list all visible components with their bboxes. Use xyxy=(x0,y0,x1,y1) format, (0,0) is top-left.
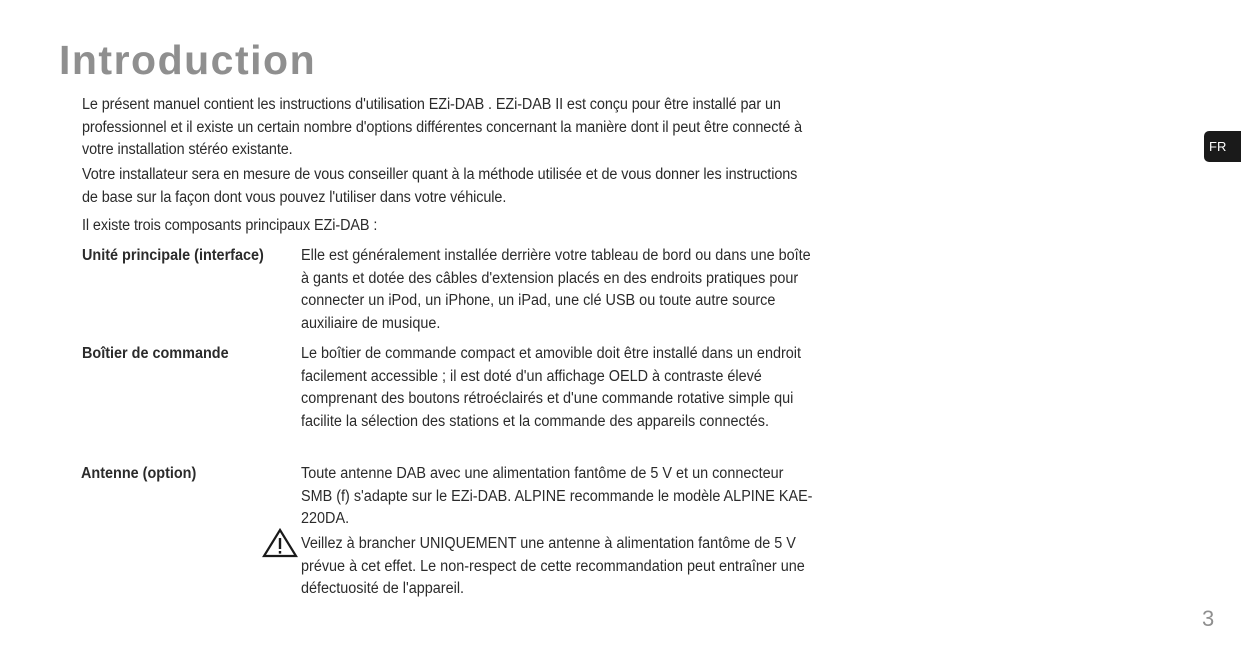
warning-text: Veillez à brancher UNIQUEMENT une antenne à alimentation fantôme de 5 V prévue à cet effet. Le non-respect de cette recommandation peut entraîner une défectuosité de l'appareil. xyxy=(301,535,805,598)
page-number: 3 xyxy=(1202,606,1215,631)
page-title: Introduction xyxy=(59,37,317,83)
intro-paragraph-1: Le présent manuel contient les instructions d'utilisation EZi-DAB . EZi-DAB II est conçu pour être installé par un professionnel et il existe un certain nombre d'options différentes concernant la manière dont il peut être connecté à votre installation stéréo existante. xyxy=(82,96,803,159)
component-description-main-unit: Elle est généralement installée derrière votre tableau de bord ou dans une boîte à gants et dotée des câbles d'extension placés en des endroits pratiques pour connecter un iPod, un iPhone, un iPad, une clé USB ou toute autre source auxiliaire de musique. xyxy=(301,247,811,333)
component-term-main-unit: Unité principale (interface) xyxy=(82,247,264,264)
intro-paragraph-3: Il existe trois composants principaux EZi-DAB : xyxy=(82,217,378,234)
intro-paragraph-2: Votre installateur sera en mesure de vous conseiller quant à la méthode utilisée et de vous donner les instructions de base sur la façon dont vous pouvez l'utiliser dans votre véhicule. xyxy=(82,166,798,206)
language-tab: FR xyxy=(1204,131,1241,162)
component-description-control-box: Le boîtier de commande compact et amovible doit être installé dans un endroit facilement accessible ; il est doté d'un affichage OELD à contraste élevé comprenant des boutons rétroéclairés et d'une commande rotative simple qui facilite la sélection des stations et la commande des appareils connectés. xyxy=(301,345,802,431)
component-term-control-box: Boîtier de commande xyxy=(82,345,229,362)
component-term-antenna: Antenne (option) xyxy=(81,465,197,482)
component-description-antenna: Toute antenne DAB avec une alimentation fantôme de 5 V et un connecteur SMB (f) s'adapte sur le EZi-DAB. ALPINE recommande le modèle ALPINE KAE-220DA. xyxy=(301,465,813,528)
warning-triangle-icon xyxy=(262,528,298,558)
